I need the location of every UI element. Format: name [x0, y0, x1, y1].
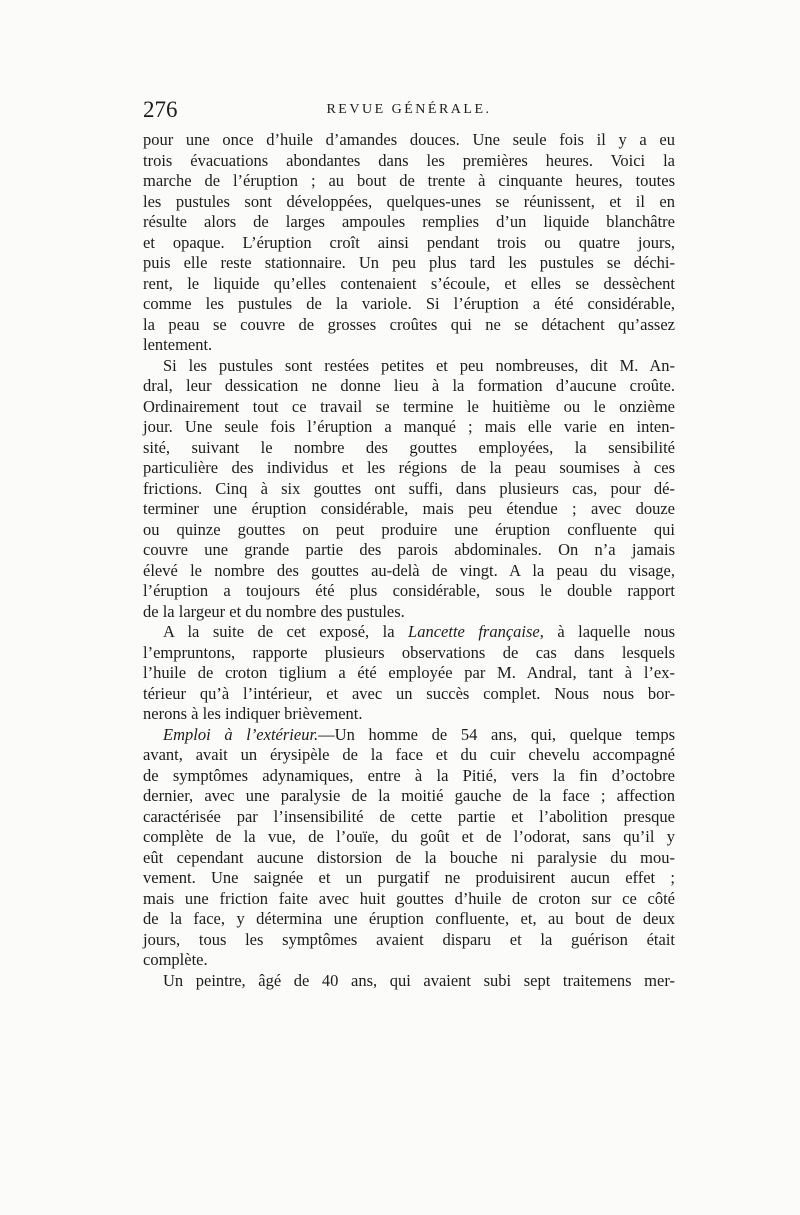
text-line: lentement.	[143, 335, 213, 354]
text-line: particulière des individus et les régions de la peau soumises à ces	[143, 458, 675, 477]
text-line: l’huile de croton tiglium a été employée par M. Andral, tant à l’ex-	[143, 663, 675, 682]
text-line: A la suite de cet exposé, la Lancette française, à laquelle nous	[163, 622, 676, 641]
text-line: frictions. Cinq à six gouttes ont suffi, dans plusieurs cas, pour dé-	[143, 478, 675, 498]
running-title: REVUE GÉNÉRALE.	[326, 102, 492, 117]
text-line: la peau se couvre de grosses croûtes qui ne se détachent qu’assez	[143, 314, 675, 334]
text-line: caractérisée par l’insensibilité de cette partie et l’abolition presque	[143, 806, 675, 826]
text-line: couvre une grande partie des parois abdominales. On n’a jamais	[143, 540, 675, 559]
text-line: eût cependant aucune distorsion de la bouche ni paralysie du mou-	[143, 847, 675, 867]
text-line: vement. Une saignée et un purgatif ne produisirent aucun effet ;	[143, 868, 675, 887]
text-line: résulte alors de larges ampoules remplies d’un liquide blanchâtre	[143, 212, 675, 231]
text-line: de la face, y détermina une éruption confluente, et, au bout de deux	[143, 909, 675, 928]
italic-text: Emploi à l’extérieur.	[163, 724, 319, 744]
text-line: térieur qu’à l’intérieur, et avec un succès complet. Nous nous bor-	[143, 683, 675, 703]
text-line: terminer une éruption considérable, mais peu étendue ; avec douze	[143, 499, 675, 518]
text-line: complète de la vue, de l’ouïe, du goût et de l’odorat, sans qu’il y	[143, 827, 675, 846]
text-line: l’éruption a toujours été plus considérable, sous le double rapport	[143, 581, 675, 600]
text-line: et opaque. L’éruption croît ainsi pendant trois ou quatre jours,	[143, 232, 675, 252]
page-number: 276	[143, 97, 178, 122]
text-line: comme les pustules de la variole. Si l’éruption a été considérable,	[143, 294, 675, 313]
text-line: sité, suivant le nombre des gouttes employées, la sensibilité	[143, 437, 675, 457]
text-line: dernier, avec une paralysie de la moitié gauche de la face ; affection	[143, 786, 675, 805]
text-line: Ordinairement tout ce travail se termine le huitième ou le onzième	[143, 396, 675, 416]
text-line: puis elle reste stationnaire. Un peu plus tard les pustules se déchi-	[143, 253, 675, 272]
text-line: de symptômes adynamiques, entre à la Pitié, vers la fin d’octobre	[143, 765, 675, 785]
text-line: élevé le nombre des gouttes au-delà de vingt. A la peau du visage,	[143, 560, 675, 580]
text-line: avant, avait un érysipèle de la face et du cuir chevelu accompagné	[143, 745, 675, 764]
text-line: nerons à les indiquer brièvement.	[143, 704, 363, 723]
text-line: mais une friction faite avec huit gouttes d’huile de croton sur ce côté	[143, 888, 675, 908]
text-line: complète.	[143, 950, 208, 969]
text-line: pour une once d’huile d’amandes douces. Une seule fois il y a eu	[143, 130, 675, 149]
text-line: l’empruntons, rapporte plusieurs observations de cas dans lesquels	[143, 642, 675, 662]
text-line: trois évacuations abondantes dans les premières heures. Voici la	[143, 150, 675, 170]
text-line: Un peintre, âgé de 40 ans, qui avaient subi sept traitemens mer-	[163, 970, 675, 990]
text-line: les pustules sont développées, quelques-unes se réunissent, et il en	[143, 191, 675, 211]
text-line: jour. Une seule fois l’éruption a manqué ; mais elle varie en inten-	[143, 417, 675, 436]
text-line: Emploi à l’extérieur.—Un homme de 54 ans, qui, quelque temps	[163, 724, 675, 744]
text-line: dral, leur dessication ne donne lieu à la formation d’aucune croûte.	[143, 376, 675, 395]
italic-text: Lancette française	[408, 622, 540, 641]
text-line: ou quinze gouttes on peut produire une éruption confluente qui	[143, 519, 675, 539]
text-line: Si les pustules sont restées petites et peu nombreuses, dit M. An-	[163, 355, 675, 375]
text-line: jours, tous les symptômes avaient disparu et la guérison était	[143, 929, 675, 949]
body-text	[143, 130, 675, 991]
page-header	[143, 97, 675, 127]
text-line: marche de l’éruption ; au bout de trente à cinquante heures, toutes	[143, 171, 675, 190]
text-line: de la largeur et du nombre des pustules.	[143, 601, 405, 621]
text-line: rent, le liquide qu’elles contenaient s’écoule, et elles se dessèchent	[143, 273, 675, 293]
